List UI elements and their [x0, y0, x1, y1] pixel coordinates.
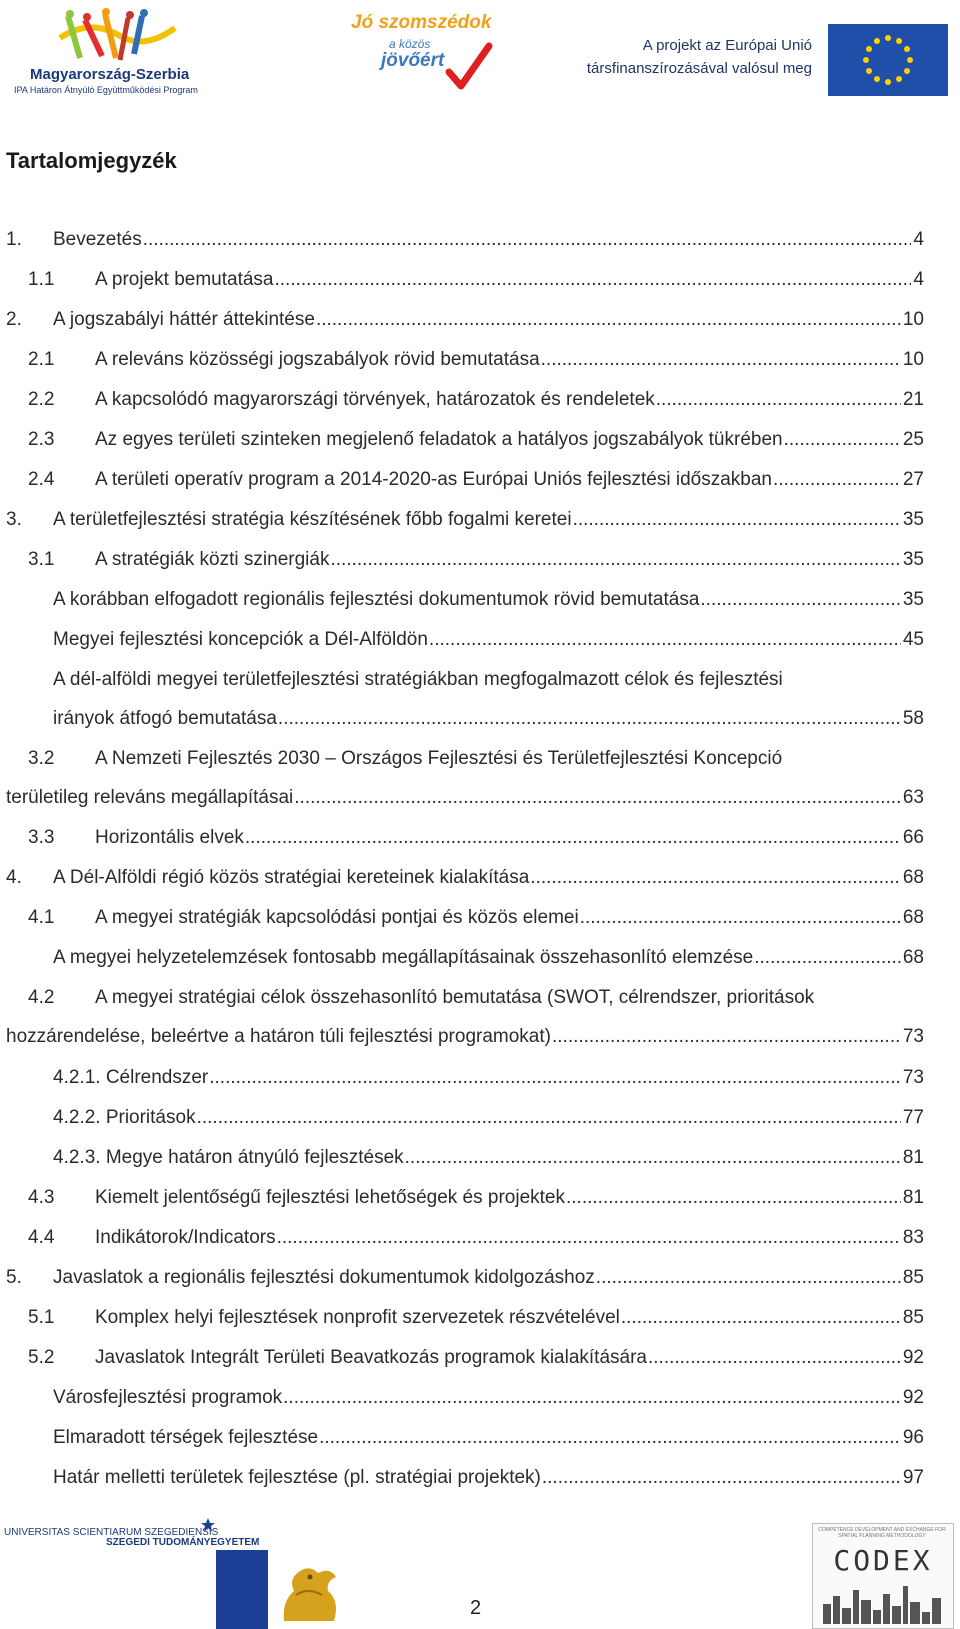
toc-dot-leader [197, 1106, 901, 1130]
toc-entry[interactable] [53, 1106, 924, 1130]
toc-page-number: 27 [902, 469, 924, 490]
toc-entry-title-continued: területileg releváns megállapításai [6, 787, 294, 808]
hungary-serbia-logo-subtitle: IPA Határon Átnyúló Együttműködési Program [14, 85, 198, 95]
toc-entry[interactable] [53, 1066, 924, 1090]
toc-dot-leader [656, 388, 901, 412]
toc-dot-leader [621, 1306, 901, 1330]
toc-entry[interactable] [28, 428, 924, 452]
toc-entry-number: 5.1 [28, 1307, 55, 1328]
toc-page-number: 25 [902, 429, 924, 450]
toc-entry-title: Javaslatok Integrált Területi Beavatkozás programok kialakítására [95, 1347, 647, 1368]
toc-page-number: 58 [902, 708, 924, 729]
university-star-icon [201, 1518, 215, 1532]
toc-entry[interactable] [28, 1186, 924, 1210]
toc-entry-number: 2. [6, 309, 22, 330]
toc-page-number: 45 [902, 629, 924, 650]
toc-entry[interactable] [6, 228, 924, 252]
toc-page-number: 4 [913, 269, 924, 290]
colorful-figures-logo-icon [50, 8, 180, 66]
toc-entry[interactable] [53, 1426, 924, 1450]
toc-entry-number: 2.2 [28, 389, 55, 410]
hungary-serbia-logo-name: Magyarország-Szerbia [30, 66, 190, 83]
toc-dot-leader [294, 786, 901, 810]
page-footer [0, 1515, 960, 1629]
toc-entry-title: A korábban elfogadott regionális fejlesztési dokumentumok rövid bemutatása [53, 589, 700, 610]
toc-page-number: 35 [902, 549, 924, 570]
eu-flag-icon [828, 24, 948, 96]
toc-page-number: 73 [902, 1026, 924, 1047]
toc-entry-title: Bevezetés [53, 229, 142, 250]
toc-entry-number: 1. [6, 229, 22, 250]
toc-entry-title: A projekt bemutatása [95, 269, 274, 290]
toc-entry[interactable] [53, 588, 924, 612]
toc-entry[interactable] [53, 1386, 924, 1410]
toc-entry-number: 4.1 [28, 907, 55, 928]
toc-entry[interactable] [28, 826, 924, 850]
toc-page-number: 68 [902, 907, 924, 928]
toc-entry[interactable] [28, 1306, 924, 1330]
toc-entry-title: A jogszabályi háttér áttekintése [53, 309, 315, 330]
toc-dot-leader [405, 1146, 901, 1170]
toc-page-number: 68 [902, 947, 924, 968]
toc-dot-leader [275, 268, 912, 292]
toc-dot-leader [283, 1386, 901, 1410]
toc-entry-title: A területfejlesztési stratégia készítésének főbb fogalmi keretei [53, 509, 572, 530]
toc-entry-title: Kiemelt jelentőségű fejlesztési lehetőségek és projektek [95, 1187, 565, 1208]
toc-entry-title: 4.2.1. Célrendszer [53, 1067, 209, 1088]
toc-entry-number: 4. [6, 867, 22, 888]
toc-dot-leader [319, 1426, 901, 1450]
toc-entry[interactable] [53, 946, 924, 970]
toc-page-number: 85 [902, 1307, 924, 1328]
eu-notice-line2: társfinanszírozásával valósul meg [586, 60, 812, 77]
toc-page-number: 66 [902, 827, 924, 848]
toc-entry[interactable] [6, 1266, 924, 1290]
toc-page-number: 73 [902, 1067, 924, 1088]
hungary-serbia-ipa-logo [10, 8, 210, 96]
toc-entry-title-continued: hozzárendelése, beleértve a határon túli fejlesztési programokat) [6, 1026, 551, 1047]
toc-dot-leader [596, 1266, 901, 1290]
toc-page-number: 83 [902, 1227, 924, 1248]
university-name: SZEGEDI TUDOMÁNYEGYETEM [106, 1537, 260, 1548]
toc-entry[interactable] [28, 268, 924, 292]
toc-dot-leader [566, 1186, 901, 1210]
toc-entry[interactable] [28, 548, 924, 572]
toc-entry-title: A stratégiák közti szinergiák [95, 549, 330, 570]
toc-entry[interactable] [28, 388, 924, 412]
toc-entry-title: Az egyes területi szinteken megjelenő feladatok a hatályos jogszabályok tükrében [95, 429, 783, 450]
toc-entry-title: Határ melletti területek fejlesztése (pl. stratégiai projektek) [53, 1467, 541, 1488]
toc-entry[interactable] [6, 508, 924, 532]
toc-entry-number: 5.2 [28, 1347, 55, 1368]
toc-dot-leader [700, 588, 900, 612]
toc-entry-title: Horizontális elvek [95, 827, 244, 848]
toc-page-number: 4 [913, 229, 924, 250]
toc-entry-number: 2.1 [28, 349, 55, 370]
toc-entry[interactable] [28, 468, 924, 492]
university-logo-block [216, 1550, 268, 1629]
codex-logo [812, 1523, 954, 1629]
toc-page-number: 85 [902, 1267, 924, 1288]
toc-dot-leader [648, 1346, 901, 1370]
toc-entry-title: A megyei stratégiák kapcsolódási pontjai és közös elemei [95, 907, 579, 928]
toc-entry-number: 4.2 [28, 987, 55, 1008]
toc-entry[interactable] [6, 308, 924, 332]
good-neighbours-line2: a közös [389, 37, 431, 51]
toc-page-number: 77 [902, 1107, 924, 1128]
toc-entry-title: A dél-alföldi megyei területfejlesztési stratégiákban megfogalmazott célok és fejlesztési [53, 669, 783, 690]
toc-page-number: 10 [902, 349, 924, 370]
toc-entry-title: Megyei fejlesztési koncepciók a Dél-Alföldön [53, 629, 428, 650]
toc-dot-leader [316, 308, 901, 332]
toc-page-number: 10 [902, 309, 924, 330]
toc-entry-number: 2.4 [28, 469, 55, 490]
toc-entry-title: A megyei helyzetelemzések fontosabb megállapításainak összehasonlító elemzése [53, 947, 754, 968]
toc-entry[interactable] [6, 747, 924, 810]
toc-dot-leader [541, 348, 901, 372]
good-neighbours-line1: Jó szomszédok [351, 12, 492, 33]
toc-entry[interactable] [6, 866, 924, 890]
toc-dot-leader [278, 707, 901, 731]
toc-page-number: 81 [902, 1147, 924, 1168]
toc-entry-title: Városfejlesztési programok [53, 1387, 283, 1408]
toc-entry[interactable] [28, 906, 924, 930]
codex-wordmark: CODEX [833, 1544, 933, 1577]
toc-dot-leader [245, 826, 901, 850]
toc-entry-title: Javaslatok a regionális fejlesztési dokumentumok kidolgozáshoz [53, 1267, 595, 1288]
toc-page-number: 92 [902, 1387, 924, 1408]
toc-page-number: 68 [902, 867, 924, 888]
toc-dot-leader [143, 228, 912, 252]
toc-entry[interactable] [53, 1146, 924, 1170]
toc-dot-leader [573, 508, 901, 532]
toc-page-number: 35 [902, 509, 924, 530]
toc-title: Tartalomjegyzék [6, 148, 177, 173]
toc-entry[interactable] [53, 628, 924, 652]
toc-entry-number: 4.3 [28, 1187, 55, 1208]
toc-entry[interactable] [53, 1466, 924, 1490]
toc-dot-leader [209, 1066, 901, 1090]
good-neighbours-line3: jövőért [381, 50, 445, 71]
toc-dot-leader [530, 866, 901, 890]
toc-dot-leader [277, 1226, 901, 1250]
toc-entry-number: 2.3 [28, 429, 55, 450]
toc-page-number: 96 [902, 1427, 924, 1448]
toc-entry-title: Komplex helyi fejlesztések nonprofit szervezetek részvételével [95, 1307, 620, 1328]
toc-entry-number: 3.2 [28, 748, 55, 769]
toc-entry-number: 1.1 [28, 269, 55, 290]
toc-dot-leader [784, 428, 901, 452]
toc-entry-title: Elmaradott térségek fejlesztése [53, 1427, 319, 1448]
good-neighbours-logo [345, 12, 505, 92]
toc-dot-leader [330, 548, 900, 572]
toc-entry[interactable] [28, 348, 924, 372]
toc-entry-title: 4.2.3. Megye határon átnyúló fejlesztések [53, 1147, 404, 1168]
toc-dot-leader [754, 946, 901, 970]
checkmark-logo-icon [445, 42, 493, 92]
toc-page-number: 92 [902, 1347, 924, 1368]
university-latin-name: UNIVERSITAS SCIENTIARUM SZEGEDIENSIS [4, 1527, 219, 1538]
codex-tagline: COMPETENCE DEVELOPMENT AND EXCHANGE FOR SPATIAL PLANNING METHODOLOGY [818, 1527, 946, 1539]
toc-page-number: 35 [902, 589, 924, 610]
eu-notice-line1: A projekt az Európai Unió [642, 37, 812, 54]
toc-entry-title: 4.2.2. Prioritások [53, 1107, 196, 1128]
griffin-crest-icon [274, 1561, 346, 1629]
toc-entry-number: 5. [6, 1267, 22, 1288]
page-header [0, 0, 960, 110]
toc-page-number: 81 [902, 1187, 924, 1208]
toc-dot-leader [429, 628, 901, 652]
toc-entry[interactable] [6, 986, 924, 1049]
toc-entry-number: 3. [6, 509, 22, 530]
toc-entry-number: 4.4 [28, 1227, 55, 1248]
toc-entry-title: Indikátorok/Indicators [95, 1227, 276, 1248]
toc-page-number: 97 [902, 1467, 924, 1488]
toc-entry-title: A területi operatív program a 2014-2020-as Európai Uniós fejlesztési időszakban [95, 469, 772, 490]
toc-entry-title-continued: irányok átfogó bemutatása [53, 708, 277, 729]
page-number: 2 [470, 1597, 482, 1619]
toc-dot-leader [580, 906, 901, 930]
toc-entry-title: A megyei stratégiai célok összehasonlító bemutatása (SWOT, célrendszer, prioritások [95, 987, 815, 1008]
toc-dot-leader [542, 1466, 901, 1490]
toc-entry-title: A Nemzeti Fejlesztés 2030 – Országos Fejlesztési és Területfejlesztési Koncepció [95, 748, 783, 769]
toc-dot-leader [773, 468, 901, 492]
toc-entry[interactable] [28, 1346, 924, 1370]
eu-cofinancing-notice [587, 34, 812, 80]
toc-entry-title: A releváns közösségi jogszabályok rövid bemutatása [95, 349, 540, 370]
toc-entry-number: 3.3 [28, 827, 55, 848]
toc-entry[interactable] [28, 1226, 924, 1250]
toc-dot-leader [552, 1025, 901, 1049]
toc-entry[interactable] [53, 668, 924, 731]
toc-entry-number: 3.1 [28, 549, 55, 570]
toc-entry-title: A kapcsolódó magyarországi törvények, határozatok és rendeletek [95, 389, 655, 410]
toc-entry-title: A Dél-Alföldi régió közös stratégiai kereteinek kialakítása [53, 867, 530, 888]
codex-city-skyline-icon [819, 1582, 947, 1624]
toc-page-number: 21 [902, 389, 924, 410]
toc-page-number: 63 [902, 787, 924, 808]
